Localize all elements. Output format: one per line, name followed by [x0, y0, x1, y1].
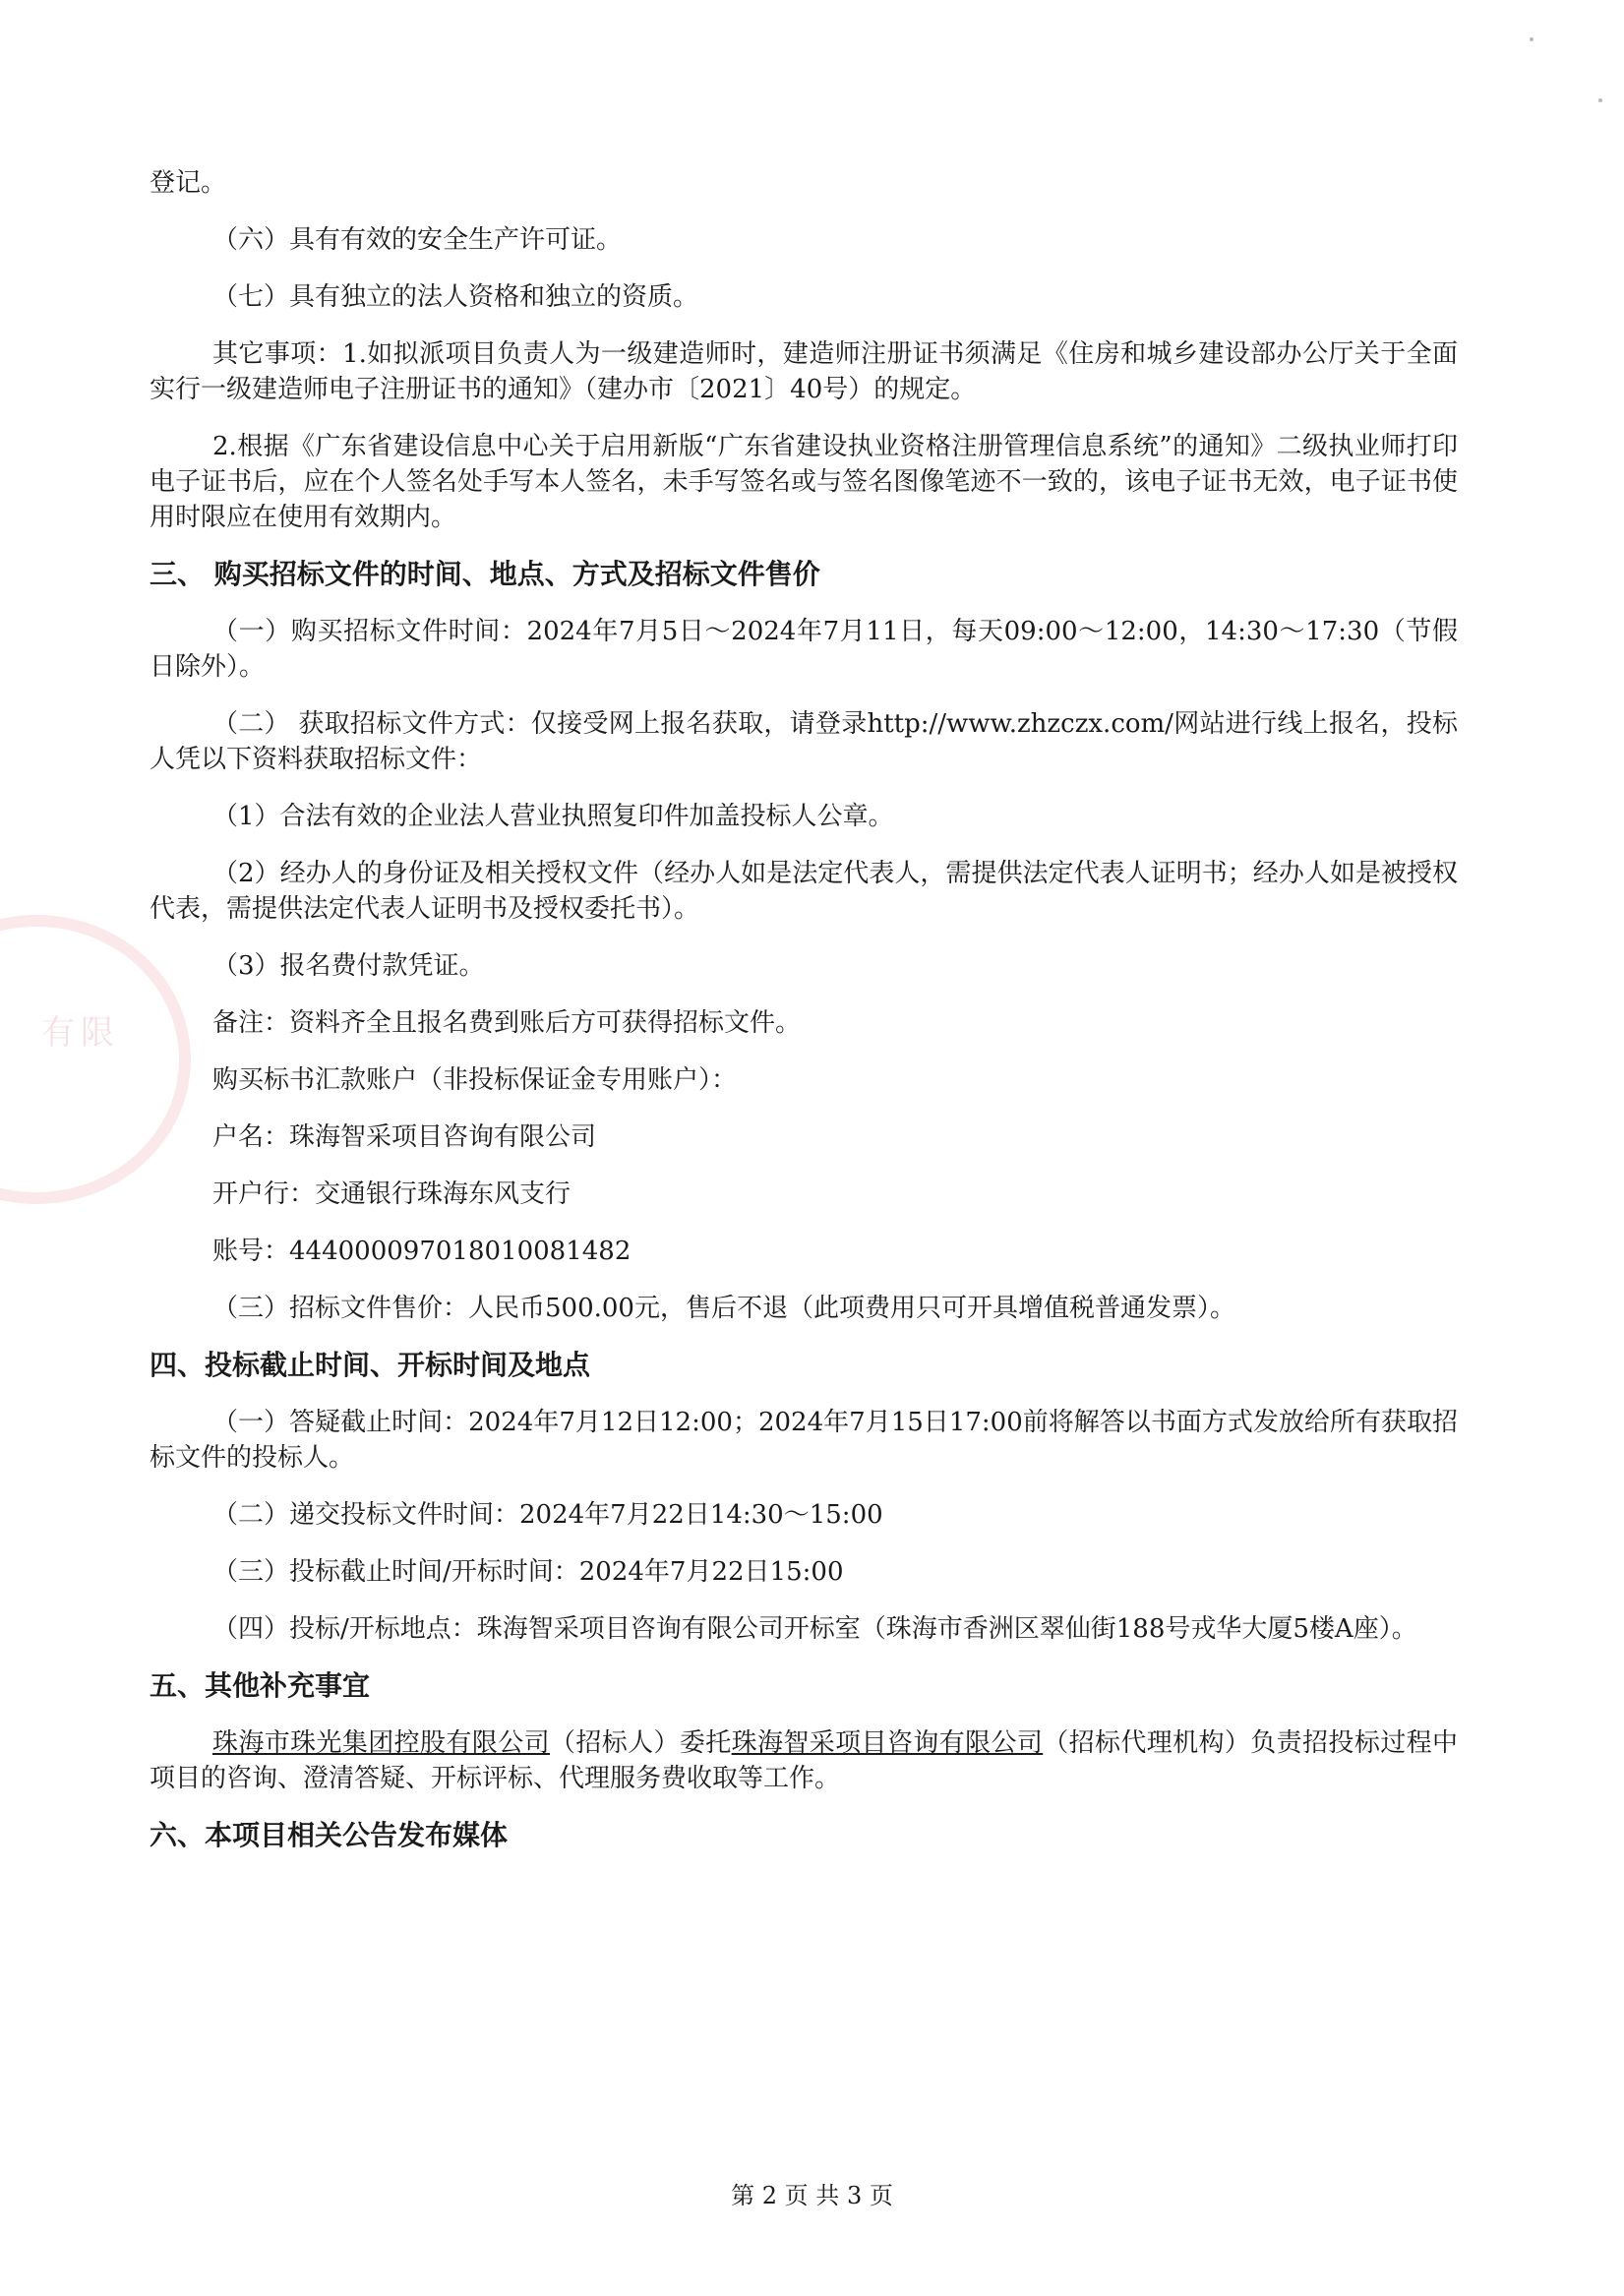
agent-name: 珠海智采项目咨询有限公司	[731, 1728, 1044, 1758]
page-footer: 第 2 页 共 3 页	[731, 2182, 893, 2209]
document-body	[150, 165, 1458, 1875]
scan-speck	[1530, 37, 1534, 41]
qa-deadline: （一）答疑截止时间：2024年7月12日12:00；2024年7月15日17:00前将解答以书面方式发放给所有获取招标文件的投标人。	[150, 1408, 1458, 1473]
requirement-business-license: （1）合法有效的企业法人营业执照复印件加盖投标人公章。	[212, 802, 894, 831]
note: 备注：资料齐全且报名费到账后方可获得招标文件。	[212, 1008, 802, 1038]
purchase-method: （二） 获取招标文件方式：仅接受网上报名获取，请登录http://www.zhzczx.com/网站进行线上报名，投标人凭以下资料获取招标文件：	[150, 709, 1458, 774]
paragraph-other-matters-2: 2.根据《广东省建设信息中心关于启用新版“广东省建设执业资格注册管理信息系统”的通知》二级执业师打印电子证书后，应在个人签名处手写本人签名，未手写签名或与签名图像笔迹不一致的，该电子证书无效，电子证书使用时限应在使用有效期内。	[150, 432, 1458, 532]
requirement-payment-proof: （3）报名费付款凭证。	[212, 951, 485, 981]
account-bank: 开户行：交通银行珠海东风支行	[212, 1179, 571, 1209]
account-title: 购买标书汇款账户（非投标保证金专用账户）：	[212, 1065, 738, 1095]
requirement-id-authorization: （2）经办人的身份证及相关授权文件（经办人如是法定代表人，需提供法定代表人证明书；经办人如是被授权代表，需提供法定代表人证明书及授权委托书）。	[150, 859, 1458, 924]
section-5-heading: 五、其他补充事宜	[150, 1669, 371, 1702]
paragraph-legal-entity: （七）具有独立的法人资格和独立的资质。	[212, 282, 699, 312]
submission-time: （二）递交投标文件时间：2024年7月22日14:30～15:00	[212, 1500, 883, 1530]
tenderer-name: 珠海市珠光集团控股有限公司	[212, 1728, 550, 1758]
supplementary-matters	[150, 1725, 1458, 1796]
paragraph-safety-license: （六）具有有效的安全生产许可证。	[212, 225, 623, 255]
section-6-heading: 六、本项目相关公告发布媒体	[150, 1819, 509, 1851]
seal-text: 有限	[41, 1013, 120, 1053]
purchase-time: （一）购买招标文件时间：2024年7月5日～2024年7月11日，每天09:00～12:00，14:30～17:30（节假日除外）。	[150, 617, 1458, 682]
bid-deadline: （三）投标截止时间/开标时间：2024年7月22日15:00	[212, 1557, 844, 1587]
paragraph-other-matters-1: 其它事项：1.如拟派项目负责人为一级建造师时，建造师注册证书须满足《住房和城乡建设部办公厅关于全面实行一级建造师电子注册证书的通知》（建办市〔2021〕40号）的规定。	[150, 339, 1458, 404]
section-4-heading: 四、投标截止时间、开标时间及地点	[150, 1349, 591, 1381]
paragraph-registration: 登记。	[150, 168, 227, 198]
document-price: （三）招标文件售价：人民币500.00元，售后不退（此项费用只可开具增值税普通发票）。	[212, 1294, 1235, 1323]
tenderer-role: （招标人）委托	[549, 1728, 732, 1758]
account-number: 账号：444000097018010081482	[212, 1237, 632, 1266]
section-3-heading: 三、 购买招标文件的时间、地点、方式及招标文件售价	[150, 558, 820, 590]
agent-duties: （招标代理机构）负责招投标过程中项目的咨询、澄清答疑、开标评标、代理服务费收取等工作。	[150, 1728, 1458, 1793]
account-name: 户名：珠海智采项目咨询有限公司	[212, 1122, 597, 1152]
scan-speck	[1598, 98, 1602, 102]
bid-location: （四）投标/开标地点：珠海智采项目咨询有限公司开标室（珠海市香洲区翠仙街188号戎华大厦5楼A座）。	[212, 1614, 1417, 1644]
